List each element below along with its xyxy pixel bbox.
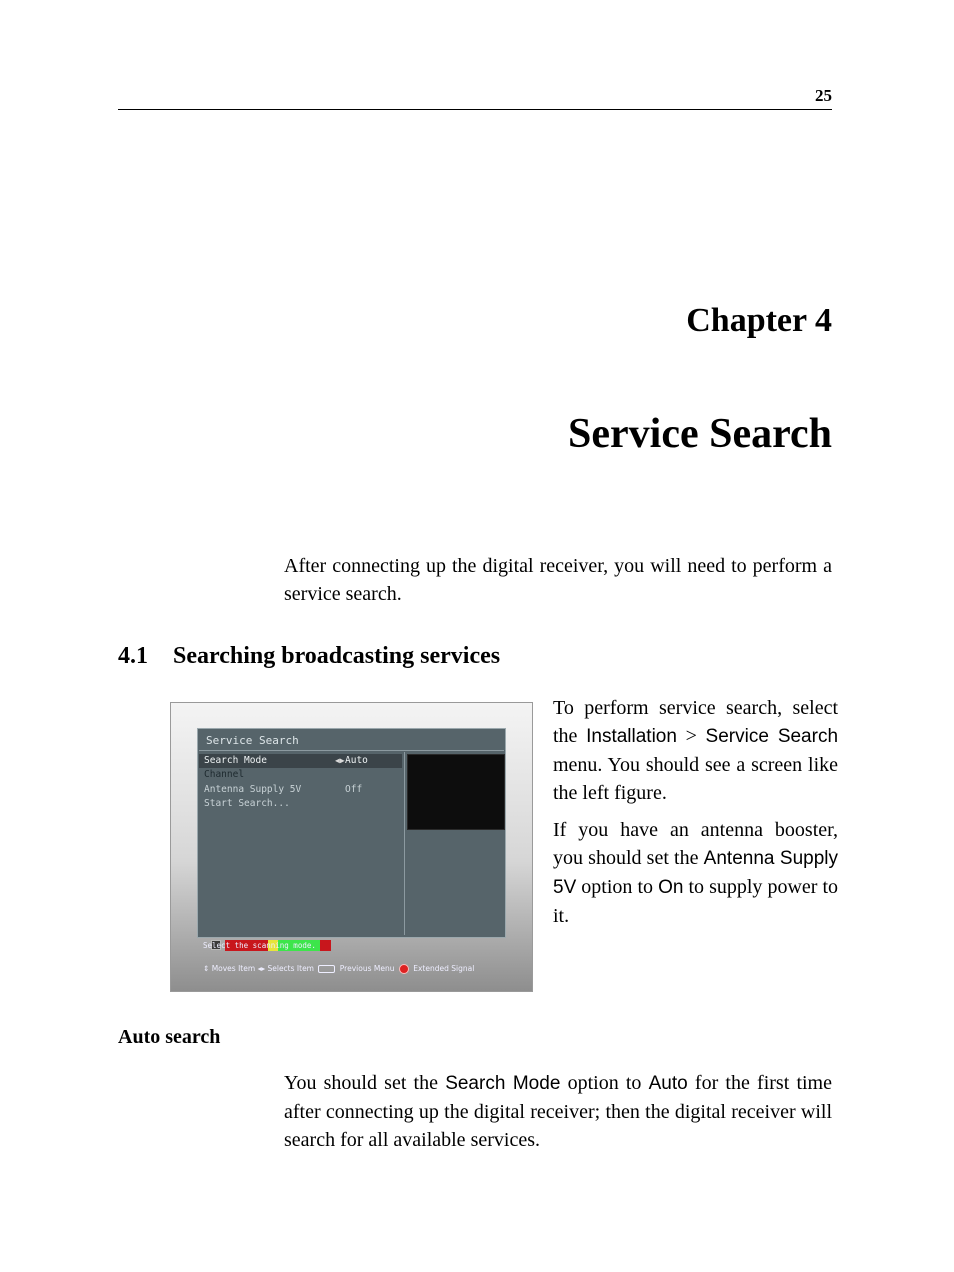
text-run: menu. You should see a screen like the left figure.	[553, 754, 838, 804]
auto-search-paragraph	[284, 1069, 832, 1154]
help-previous-menu: Previous Menu	[339, 964, 395, 973]
intro-paragraph: After connecting up the digital receiver, you will need to perform a service search.	[284, 555, 832, 605]
osd-menu-list	[199, 752, 405, 935]
osd-row-channel[interactable]	[199, 768, 402, 782]
left-right-arrow-icon: ◀▶	[335, 756, 345, 765]
osd-row-antenna-supply[interactable]	[199, 783, 402, 797]
help-extended-signal: Extended Signal	[413, 964, 475, 973]
osd-panel	[197, 728, 506, 938]
chapter-label: Chapter 4	[686, 302, 832, 339]
signal-segment-end	[320, 940, 331, 951]
right-paragraph-2	[553, 816, 838, 930]
option-value-auto: Auto	[648, 1073, 688, 1094]
osd-row-label: Start Search...	[204, 798, 290, 809]
page-number: 25	[815, 86, 832, 105]
section-heading	[118, 643, 500, 670]
osd-row-search-mode[interactable]	[199, 754, 402, 768]
help-selects-item: Selects Item	[267, 964, 314, 973]
text-run: for the first time after connecting up the digital receiver; then the digital receiver will search for all available services.	[284, 1072, 832, 1151]
osd-row-label: Antenna Supply 5V	[204, 784, 302, 795]
text-run: option to	[581, 876, 654, 898]
text-run: To perform service search, select the	[553, 697, 838, 747]
osd-divider	[199, 750, 504, 751]
red-button-icon	[399, 964, 409, 974]
subsection-heading: Auto search	[118, 1026, 221, 1048]
service-search-screenshot	[170, 702, 533, 992]
osd-status-text: Select the scanning mode.	[203, 941, 316, 950]
right-column-text	[553, 694, 838, 939]
option-name-antenna-supply: Antenna Supply 5V	[553, 848, 838, 898]
osd-row-value: Auto	[345, 755, 368, 766]
video-preview-window	[407, 754, 505, 830]
chapter-title: Service Search	[568, 411, 832, 457]
menu-key-icon	[318, 965, 335, 973]
osd-row-start-search[interactable]	[199, 797, 402, 811]
osd-row-label: Channel	[204, 769, 245, 780]
option-value-on: On	[658, 877, 684, 898]
option-name-search-mode: Search Mode	[445, 1073, 561, 1094]
section-number: 4.1	[118, 643, 148, 669]
menu-name-installation: Installation	[586, 726, 677, 747]
text-run: You should set the	[284, 1072, 438, 1094]
section-title: Searching broadcasting services	[173, 643, 501, 669]
osd-row-value: Off	[345, 784, 363, 795]
menu-name-service-search: Service Search	[705, 726, 839, 747]
text-run: to supply power to it.	[553, 876, 839, 927]
up-down-arrow-icon: ⇕	[203, 964, 210, 973]
osd-help-bar	[203, 964, 474, 974]
text-run: option to	[567, 1072, 642, 1094]
left-right-arrow-icon: ◂▸	[257, 964, 266, 973]
help-moves-item: Moves Item	[211, 964, 256, 973]
osd-title: Service Search	[206, 734, 299, 747]
header-rule	[118, 109, 832, 110]
osd-row-label: Search Mode	[204, 755, 267, 766]
menu-separator: >	[685, 725, 697, 747]
right-paragraph-1	[553, 694, 838, 807]
text-run: If you have an antenna booster, you should set the	[553, 819, 838, 869]
